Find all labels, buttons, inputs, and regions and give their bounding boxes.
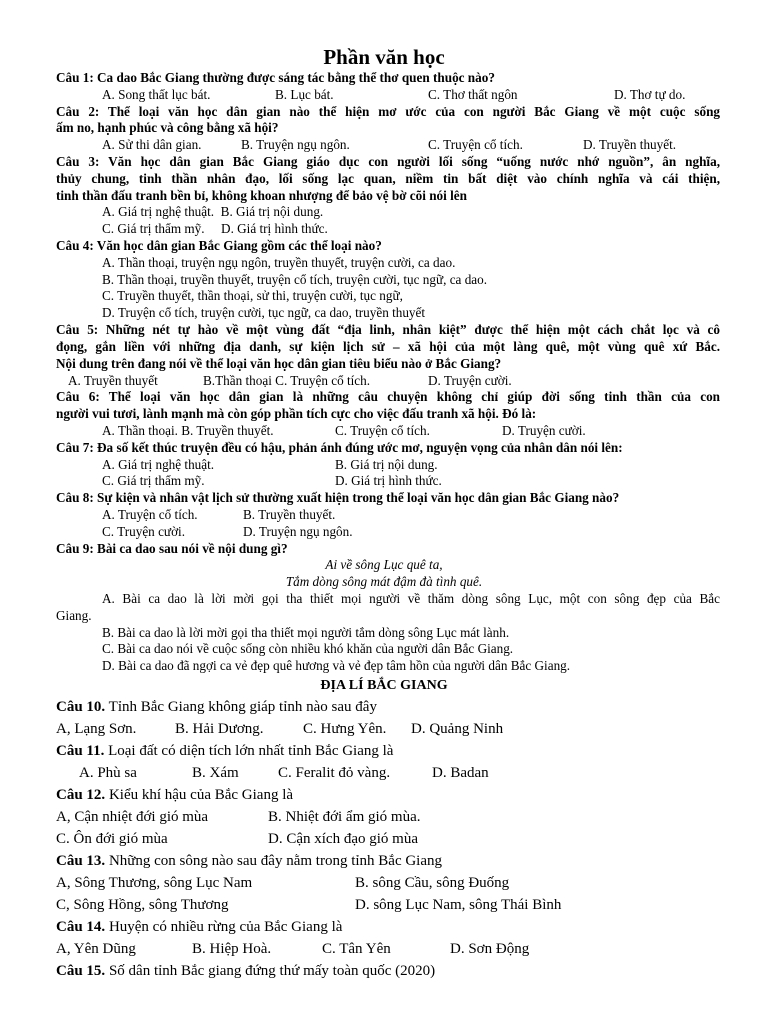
question-14-option-a: A, Yên Dũng	[56, 941, 136, 957]
question-8-option-a: A. Truyện cổ tích.	[102, 507, 198, 522]
question-1-option-b: B. Lục bát.	[275, 87, 334, 102]
question-2-text-line-2: ấm no, hạnh phúc và công bằng xã hội?	[56, 120, 279, 135]
question-15-text: Số dân tỉnh Bắc giang đứng thứ mấy toàn quốc (2020)	[105, 963, 436, 979]
question-13-text: Những con sông nào sau đây nằm trong tỉnh Bắc Giang	[105, 853, 443, 869]
question-7-option-b: B. Giá trị nội dung.	[335, 457, 438, 472]
question-5-options-b-c: B.Thần thoại C. Truyện cổ tích.	[203, 373, 371, 388]
question-9-option-a-line-1: A. Bài ca dao là lời mời gọi tha thiết mọi người về thăm dòng sông Lục, một con sông đẹp của Bắc	[102, 591, 720, 606]
question-1-option-d: D. Thơ tự do.	[614, 87, 686, 102]
question-11-text: Loại đất có diện tích lớn nhất tỉnh Bắc Giang là	[104, 743, 394, 759]
question-2-option-b: B. Truyện ngụ ngôn.	[241, 137, 350, 152]
question-7-option-d: D. Giá trị hình thức.	[335, 473, 442, 488]
question-6-text-line-2: người vui tươi, lành mạnh mà còn góp phần tích cực cho việc đấu tranh xã hội. Đó là:	[56, 406, 537, 421]
question-7-option-a: A. Giá trị nghệ thuật.	[102, 457, 215, 472]
question-10-option-b: B. Hải Dương.	[175, 721, 264, 737]
question-4-option-d: D. Truyện cổ tích, truyện cười, tục ngữ, ca dao, truyền thuyết	[102, 305, 426, 320]
question-8-option-c: C. Truyện cười.	[102, 524, 186, 539]
question-8-option-b: B. Truyền thuyết.	[243, 507, 336, 522]
question-3-text-line-2: thủy chung, tinh thần nhân đạo, lối sống lạc quan, niềm tin bất diệt vào chính nghĩa và cái thiện,	[56, 171, 720, 186]
question-4-text: Câu 4: Văn học dân gian Bắc Giang gồm các thể loại nào?	[56, 238, 382, 253]
question-15-number: Câu 15.	[56, 963, 106, 979]
question-8-text: Câu 8: Sự kiện và nhân vật lịch sử thường xuất hiện trong thể loại văn học dân gian Bắc Giang nào?	[56, 490, 620, 505]
question-15	[56, 962, 435, 981]
poem-line-2: Tắm dòng sông mát đậm đà tình quê.	[285, 574, 483, 589]
question-13	[56, 852, 442, 871]
question-5-option-d: D. Truyện cười.	[428, 373, 512, 388]
question-4-option-a: A. Thần thoại, truyện ngụ ngôn, truyền thuyết, truyện cười, ca dao.	[102, 255, 456, 270]
question-3-text-line-1: Câu 3: Văn học dân gian Bắc Giang giáo dục con người lối sống “uống nước nhớ nguồn”, ân nghĩa,	[56, 154, 720, 169]
question-10-option-a: A, Lạng Sơn.	[56, 721, 137, 737]
question-13-number: Câu 13.	[56, 853, 106, 869]
question-11-number: Câu 11.	[56, 743, 105, 759]
question-5-text-line-3: Nội dung trên đang nói về thể loại văn học dân gian tiêu biểu nào ở Bắc Giang?	[56, 356, 502, 371]
question-11-option-c: C. Feralit đỏ vàng.	[278, 765, 391, 781]
question-1-option-a: A. Song thất lục bát.	[102, 87, 211, 102]
question-14-option-b: B. Hiệp Hoà.	[192, 941, 272, 957]
question-9-option-c: C. Bài ca dao nói về cuộc sống còn nhiều khó khăn của người dân Bắc Giang.	[102, 641, 514, 656]
question-12-option-b: B. Nhiệt đới ẩm gió mùa.	[268, 809, 421, 825]
question-6-options-a-b: A. Thần thoại. B. Truyền thuyết.	[102, 423, 274, 438]
question-14-option-c: C. Tân Yên	[322, 941, 391, 957]
question-10-text: Tỉnh Bắc Giang không giáp tỉnh nào sau đây	[105, 699, 377, 715]
question-2-text-line-1: Câu 2: Thể loại văn học dân gian nào thể hiện mơ ước của con người Bắc Giang về một cuộc sống	[56, 104, 720, 119]
question-14	[56, 918, 342, 937]
question-13-option-b: B. sông Cầu, sông Đuống	[355, 875, 510, 891]
question-10-number: Câu 10.	[56, 699, 106, 715]
question-9-option-d: D. Bài ca dao đã ngợi ca vẻ đẹp quê hương và vẻ đẹp tâm hồn của người dân Bắc Giang.	[102, 658, 571, 673]
question-13-option-d: D. sông Lục Nam, sông Thái Bình	[355, 897, 562, 913]
question-4-option-b: B. Thần thoại, truyền thuyết, truyện cổ tích, truyện cười, tục ngữ, ca dao.	[102, 272, 488, 287]
question-12-text: Kiểu khí hậu của Bắc Giang là	[105, 787, 294, 803]
question-5-text-line-2: đọng, gắn liền với những địa danh, sự kiện lịch sử – xã hội của một làng quê, một vùng quê xứ Bắc.	[56, 339, 720, 354]
question-1-text: Câu 1: Ca dao Bắc Giang thường được sáng tác bằng thể thơ quen thuộc nào?	[56, 70, 495, 85]
question-12-option-a: A, Cận nhiệt đới gió mùa	[56, 809, 209, 825]
question-10-option-d: D. Quảng Ninh	[411, 721, 504, 737]
question-12-option-c: C. Ôn đới gió mùa	[56, 831, 168, 847]
question-6-option-c: C. Truyện cổ tích.	[335, 423, 430, 438]
question-4-option-c: C. Truyền thuyết, thần thoại, sử thi, truyện cười, tục ngữ,	[102, 288, 403, 303]
question-14-number: Câu 14.	[56, 919, 106, 935]
question-3-options-c-d: C. Giá trị thẩm mỹ. D. Giá trị hình thức.	[102, 221, 328, 236]
question-7-text: Câu 7: Đa số kết thúc truyện đều có hậu, phản ánh đúng ước mơ, nguyện vọng của nhân dân nói lên:	[56, 440, 623, 455]
question-2-option-d: D. Truyền thuyết.	[583, 137, 677, 152]
section-heading-geography: ĐỊA LÍ BẮC GIANG	[320, 678, 448, 693]
question-12-number: Câu 12.	[56, 787, 106, 803]
question-8-option-d: D. Truyện ngụ ngôn.	[243, 524, 353, 539]
question-10-option-c: C. Hưng Yên.	[303, 721, 387, 737]
question-11-option-a: A. Phù sa	[79, 765, 137, 781]
question-2-option-c: C. Truyện cổ tích.	[428, 137, 523, 152]
question-10	[56, 698, 377, 717]
question-7-option-c: C. Giá trị thẩm mỹ.	[102, 473, 205, 488]
question-14-option-d: D. Sơn Động	[450, 941, 530, 957]
question-11-option-d: D. Badan	[432, 765, 489, 781]
page-title: Phần văn học	[323, 45, 445, 69]
question-6-option-d: D. Truyện cười.	[502, 423, 586, 438]
question-9-option-a-line-2: Giang.	[56, 608, 92, 623]
question-3-options-a-b: A. Giá trị nghệ thuật. B. Giá trị nội dung.	[102, 204, 324, 219]
question-12-option-d: D. Cận xích đạo gió mùa	[268, 831, 418, 847]
question-13-option-c: C, Sông Hồng, sông Thương	[56, 897, 229, 913]
question-11-option-b: B. Xám	[192, 765, 239, 781]
question-3-text-line-3: tinh thần đấu tranh bền bỉ, không khoan nhượng để bảo vệ bờ cõi nói lên	[56, 188, 467, 203]
question-5-text-line-1: Câu 5: Những nét tự hào về một vùng đất “địa linh, nhân kiệt” được thể hiện một cách chắt lọc và cô	[56, 322, 720, 337]
question-2-option-a: A. Sử thi dân gian.	[102, 137, 202, 152]
question-12	[56, 786, 293, 805]
question-11	[56, 742, 393, 761]
question-9-text: Câu 9: Bài ca dao sau nói về nội dung gì?	[56, 541, 288, 556]
question-9-option-b: B. Bài ca dao là lời mời gọi tha thiết mọi người tắm dòng sông Lục mát lành.	[102, 625, 510, 640]
poem-line-1: Ai về sông Lục quê ta,	[325, 557, 443, 572]
question-6-text-line-1: Câu 6: Thể loại văn học dân gian là những câu chuyện không chỉ giúp đời sống tinh thần của con	[56, 389, 720, 404]
question-14-text: Huyện có nhiều rừng của Bắc Giang là	[105, 919, 343, 935]
question-1-option-c: C. Thơ thất ngôn	[428, 87, 518, 102]
question-13-option-a: A, Sông Thương, sông Lục Nam	[56, 875, 253, 891]
question-5-option-a: A. Truyền thuyết	[68, 373, 158, 388]
